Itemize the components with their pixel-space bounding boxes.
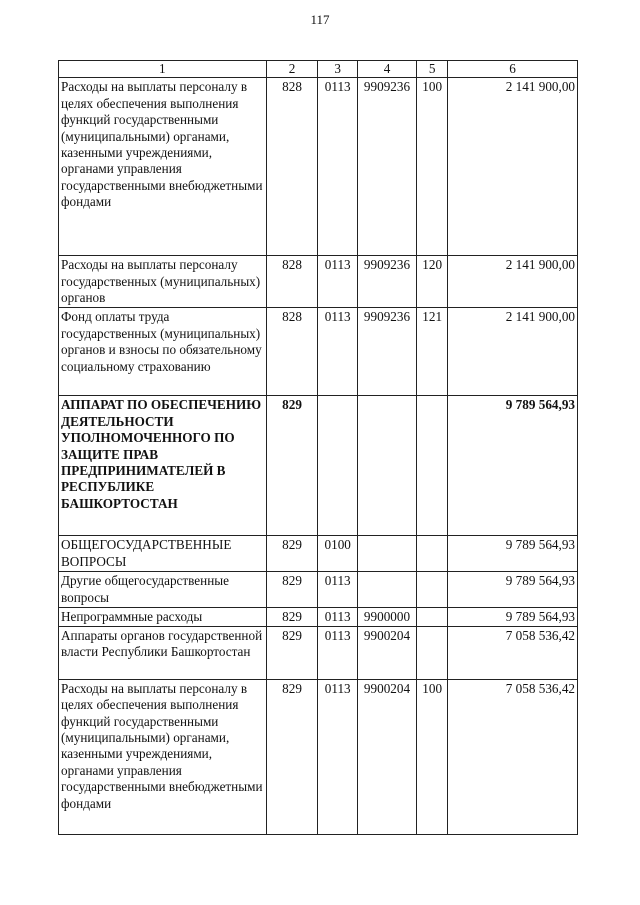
row-type	[417, 396, 448, 536]
row-amount: 9 789 564,93	[448, 608, 578, 626]
header-col-6: 6	[448, 61, 578, 78]
header-row	[59, 61, 578, 78]
header-col-1: 1	[59, 61, 267, 78]
row-type: 100	[417, 78, 448, 256]
table-row	[59, 78, 578, 256]
row-section: 0113	[318, 608, 357, 626]
row-target: 9909236	[357, 256, 416, 308]
row-section: 0100	[318, 536, 357, 572]
row-code: 829	[266, 679, 318, 834]
row-section: 0113	[318, 308, 357, 396]
row-target: 9909236	[357, 308, 416, 396]
row-name: Непрограммные расходы	[59, 608, 267, 626]
row-target	[357, 572, 416, 608]
header-col-4: 4	[357, 61, 416, 78]
row-target: 9909236	[357, 78, 416, 256]
row-name: Расходы на выплаты персоналу в целях обеспечения выполнения функций государственными (муниципальными) органами, казенными учреждениями, органами управления государственными внебюджетными фондами	[59, 679, 267, 834]
table-row	[59, 572, 578, 608]
table-row	[59, 256, 578, 308]
row-name: Фонд оплаты труда государственных (муниципальных) органов и взносы по обязательному социальному страхованию	[59, 308, 267, 396]
header-col-3: 3	[318, 61, 357, 78]
row-code: 829	[266, 536, 318, 572]
table-row	[59, 536, 578, 572]
row-section: 0113	[318, 626, 357, 679]
row-target	[357, 396, 416, 536]
row-name: Расходы на выплаты персоналу государственных (муниципальных) органов	[59, 256, 267, 308]
row-type: 100	[417, 679, 448, 834]
row-name: Другие общегосударственные вопросы	[59, 572, 267, 608]
row-amount: 9 789 564,93	[448, 572, 578, 608]
row-code: 829	[266, 626, 318, 679]
row-code: 828	[266, 256, 318, 308]
table-row	[59, 679, 578, 834]
row-code: 829	[266, 608, 318, 626]
table-row	[59, 608, 578, 626]
row-type	[417, 626, 448, 679]
row-target: 9900204	[357, 626, 416, 679]
row-name: АППАРАТ ПО ОБЕСПЕЧЕНИЮ ДЕЯТЕЛЬНОСТИ УПОЛНОМОЧЕННОГО ПО ЗАЩИТЕ ПРАВ ПРЕДПРИНИМАТЕЛЕЙ В РЕСПУБЛИКЕ БАШКОРТОСТАН	[59, 396, 267, 536]
row-type	[417, 608, 448, 626]
row-type: 120	[417, 256, 448, 308]
table-row	[59, 626, 578, 679]
row-amount: 9 789 564,93	[448, 536, 578, 572]
row-name: Аппараты органов государственной власти Республики Башкортостан	[59, 626, 267, 679]
row-section: 0113	[318, 572, 357, 608]
row-type	[417, 536, 448, 572]
header-col-5: 5	[417, 61, 448, 78]
row-type: 121	[417, 308, 448, 396]
row-amount: 7 058 536,42	[448, 626, 578, 679]
page-number: 117	[310, 12, 330, 27]
row-target	[357, 536, 416, 572]
row-code: 828	[266, 78, 318, 256]
row-amount: 9 789 564,93	[448, 396, 578, 536]
row-amount: 2 141 900,00	[448, 308, 578, 396]
row-amount: 7 058 536,42	[448, 679, 578, 834]
row-target: 9900000	[357, 608, 416, 626]
row-section: 0113	[318, 256, 357, 308]
row-section	[318, 396, 357, 536]
row-type	[417, 572, 448, 608]
row-name: Расходы на выплаты персоналу в целях обеспечения выполнения функций государственными (муниципальными) органами, казенными учреждениями, органами управления государственными внебюджетными фондами	[59, 78, 267, 256]
row-amount: 2 141 900,00	[448, 78, 578, 256]
table-row	[59, 396, 578, 536]
row-code: 829	[266, 572, 318, 608]
header-col-2: 2	[266, 61, 318, 78]
budget-table	[58, 60, 578, 835]
row-section: 0113	[318, 78, 357, 256]
row-amount: 2 141 900,00	[448, 256, 578, 308]
row-section: 0113	[318, 679, 357, 834]
table-row	[59, 308, 578, 396]
row-code: 829	[266, 396, 318, 536]
row-code: 828	[266, 308, 318, 396]
row-target: 9900204	[357, 679, 416, 834]
row-name: ОБЩЕГОСУДАРСТВЕННЫЕ ВОПРОСЫ	[59, 536, 267, 572]
